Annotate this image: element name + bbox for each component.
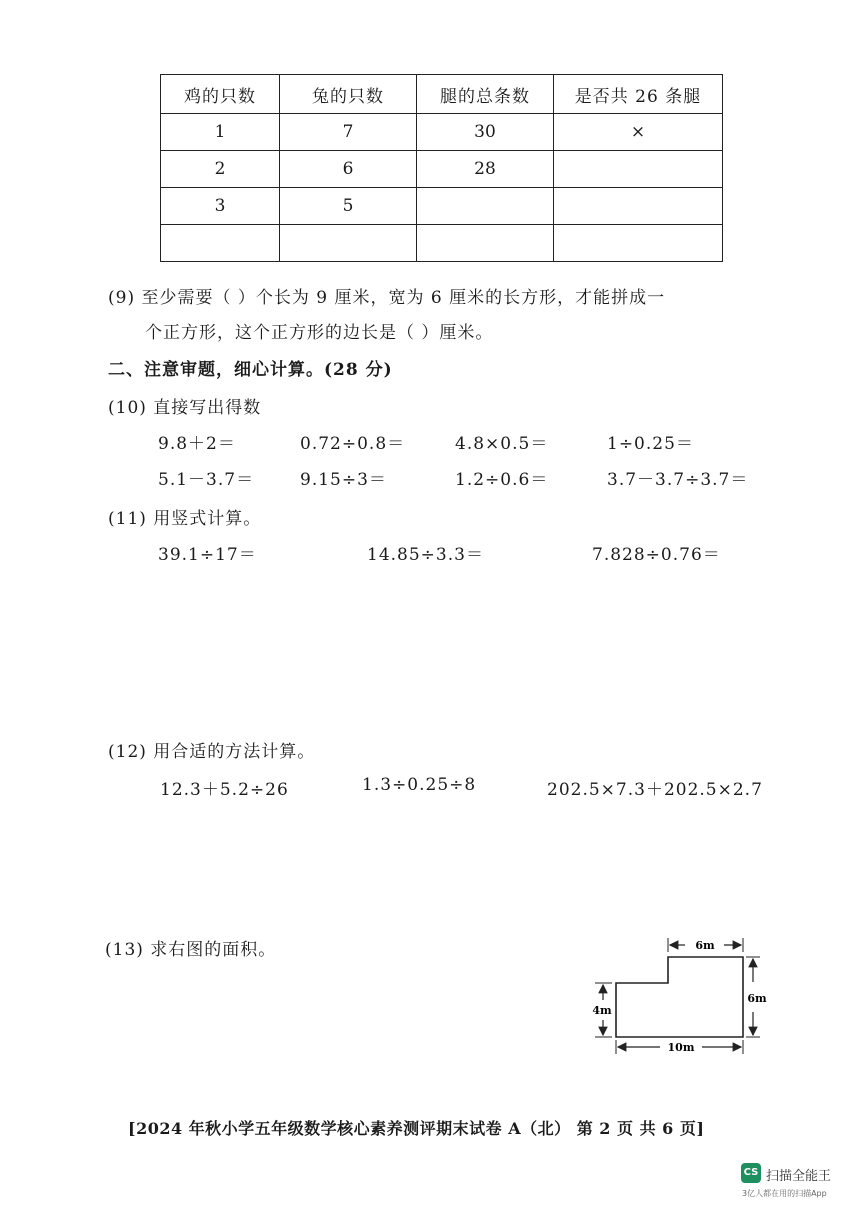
question-13-title: (13) 求右图的面积。 (105, 940, 277, 960)
table-cell: 1 (161, 114, 280, 151)
camscanner-logo-icon: CS (741, 1163, 761, 1183)
table-cell: 7 (280, 114, 417, 151)
question-12-title: (12) 用合适的方法计算。 (108, 742, 316, 762)
calc-item: 1.3÷0.25÷8 (362, 775, 477, 795)
table-row (161, 151, 723, 188)
question-9-line2: 个正方形，这个正方形的边长是（ ）厘米。 (145, 323, 494, 343)
calc-item: 3.7－3.7÷3.7＝ (607, 470, 749, 490)
table-header: 鸡的只数 (161, 75, 280, 114)
table-header: 腿的总条数 (417, 75, 554, 114)
calc-item: 1.2÷0.6＝ (455, 470, 549, 490)
app-brand-name: 扫描全能王 (766, 1169, 832, 1184)
table-cell (161, 225, 280, 262)
dim-label-right: 6m (747, 992, 767, 1005)
table-cell: 5 (280, 188, 417, 225)
table-header: 兔的只数 (280, 75, 417, 114)
dim-label-bottom: 10m (667, 1041, 695, 1054)
table-header-row (161, 75, 723, 114)
question-10-title: (10) 直接写出得数 (108, 398, 262, 418)
table-row (161, 188, 723, 225)
table-cell (280, 225, 417, 262)
table-cell: 3 (161, 188, 280, 225)
page-footer: [2024 年秋小学五年级数学核心素养测评期末试卷 A（北） 第 2 页 共 6 页] (128, 1119, 705, 1138)
table-cell: 6 (280, 151, 417, 188)
area-figure (590, 930, 780, 1060)
table-row (161, 225, 723, 262)
table-row (161, 114, 723, 151)
dim-label-top: 6m (695, 939, 715, 952)
calc-item: 5.1－3.7＝ (158, 470, 255, 490)
calc-item: 202.5×7.3＋202.5×2.7 (547, 780, 763, 800)
table-cell: 28 (417, 151, 554, 188)
table-cell: 2 (161, 151, 280, 188)
calc-item: 14.85÷3.3＝ (367, 545, 484, 565)
calc-item: 39.1÷17＝ (158, 545, 257, 565)
calc-item: 1÷0.25＝ (607, 434, 694, 454)
app-brand-tagline: 3亿人都在用的扫描App (742, 1189, 827, 1198)
table-header: 是否共 26 条腿 (554, 75, 723, 114)
table-cell: × (554, 114, 723, 151)
calc-item: 9.15÷3＝ (300, 470, 387, 490)
chicken-rabbit-table (160, 74, 723, 262)
table-cell (417, 225, 554, 262)
question-11-title: (11) 用竖式计算。 (108, 509, 262, 529)
calc-item: 9.8＋2＝ (158, 434, 236, 454)
calc-item: 12.3＋5.2÷26 (160, 780, 289, 800)
calc-item: 4.8×0.5＝ (455, 434, 549, 454)
table-cell (417, 188, 554, 225)
table-cell (554, 151, 723, 188)
table-cell: 30 (417, 114, 554, 151)
polygon-shape (616, 957, 743, 1037)
calc-item: 0.72÷0.8＝ (300, 434, 406, 454)
calc-item: 7.828÷0.76＝ (592, 545, 721, 565)
table-cell (554, 225, 723, 262)
question-9-line1: (9) 至少需要（ ）个长为 9 厘米，宽为 6 厘米的长方形，才能拼成一 (108, 288, 666, 308)
section-2-heading: 二、注意审题，细心计算。(28 分) (108, 360, 393, 380)
dim-label-left: 4m (592, 1004, 612, 1017)
table-cell (554, 188, 723, 225)
